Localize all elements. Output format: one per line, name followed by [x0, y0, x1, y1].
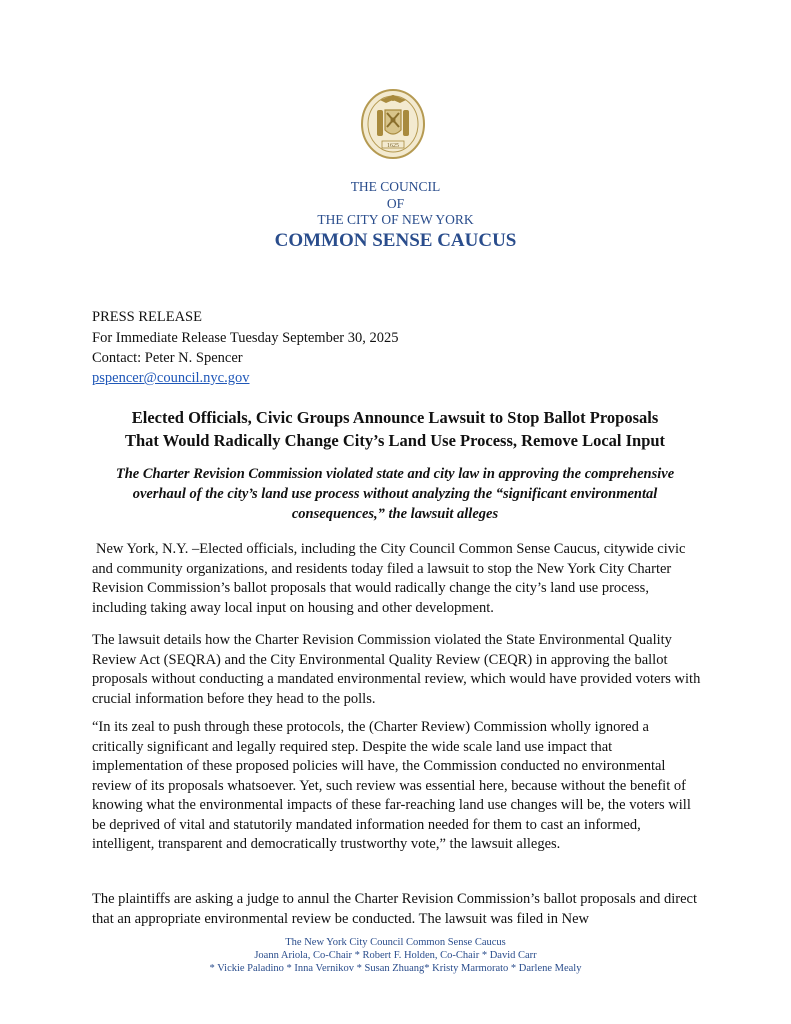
body-paragraph-4: The plaintiffs are asking a judge to annul the Charter Revision Commission’s ballot proposals and direct that an appropriate environmental review be conducted. The lawsuit was filed in New [92, 891, 697, 927]
headline-line-2: That Would Radically Change City’s Land Use Process, Remove Local Input [124, 431, 666, 450]
release-date: For Immediate Release Tuesday September 30, 2025 [92, 330, 399, 346]
city-seal-icon [360, 86, 426, 160]
headline-line-1: Elected Officials, Civic Groups Announce Lawsuit to Stop Ballot Proposals [131, 408, 659, 427]
body-paragraph-2: The lawsuit details how the Charter Revision Commission violated the State Environmental Quality Review Act (SEQRA) and the City Environmental Quality Review (CEQR) in approving the ballot proposals without conducting a mandated environmental review, which would have provided voters with crucial information before they head to the polls. [92, 632, 701, 707]
subhead-line-1: The Charter Revision Commission violated state and city law in approving the comprehensive [115, 466, 675, 482]
council-line-3: THE CITY OF NEW YORK [317, 212, 474, 227]
body-paragraph-1: New York, N.Y. –Elected officials, including the City Council Common Sense Caucus, citywide civic and community organizations, and residents today filed a lawsuit to stop the New York City Charter Revision Commission’s ballot proposals that would radically change the city’s land use process, including taking away local input on housing and other development. [92, 541, 686, 616]
footer-line-3: * Vickie Paladino * Inna Vernikov * Susan Zhuang* Kristy Marmorato * Darlene Mealy [209, 963, 582, 974]
footer-line-2: Joann Ariola, Co-Chair * Robert F. Holden, Co-Chair * David Carr [254, 950, 537, 961]
council-line-2: OF [386, 196, 405, 211]
release-email-container [92, 368, 250, 388]
headline [60, 406, 730, 452]
council-line-1: THE COUNCIL [350, 179, 441, 194]
subhead-line-2: overhaul of the city’s land use process without analyzing the “significant environmental [132, 486, 658, 502]
release-type: PRESS RELEASE [92, 309, 202, 325]
subhead-line-3: consequences,” the lawsuit alleges [291, 506, 499, 522]
subheadline [60, 464, 730, 524]
footer [0, 936, 791, 975]
body-paragraph-3: “In its zeal to push through these protocols, the (Charter Review) Commission wholly ignored a critically significant and legally required step. Despite the wide scale land use impact that implementation of these proposed policies will have, the Commission conducted no environmental review of its proposals whatsoever. Yet, such review was essential here, because without the benefit of knowing what the environmental impacts of these far-reaching land use changes will be, the voters will be deprived of vital and statutorily mandated information needed for them to cast an informed, intelligent, transparent and democratically trustworthy vote,” the lawsuit alleges. [92, 719, 691, 852]
contact-email-link[interactable]: pspencer@council.nyc.gov [92, 370, 250, 386]
seal-year: 1625 [387, 143, 399, 149]
footer-line-1: The New York City Council Common Sense Caucus [285, 937, 506, 948]
release-contact: Contact: Peter N. Spencer [92, 350, 243, 366]
caucus-title: COMMON SENSE CAUCUS [274, 230, 517, 251]
